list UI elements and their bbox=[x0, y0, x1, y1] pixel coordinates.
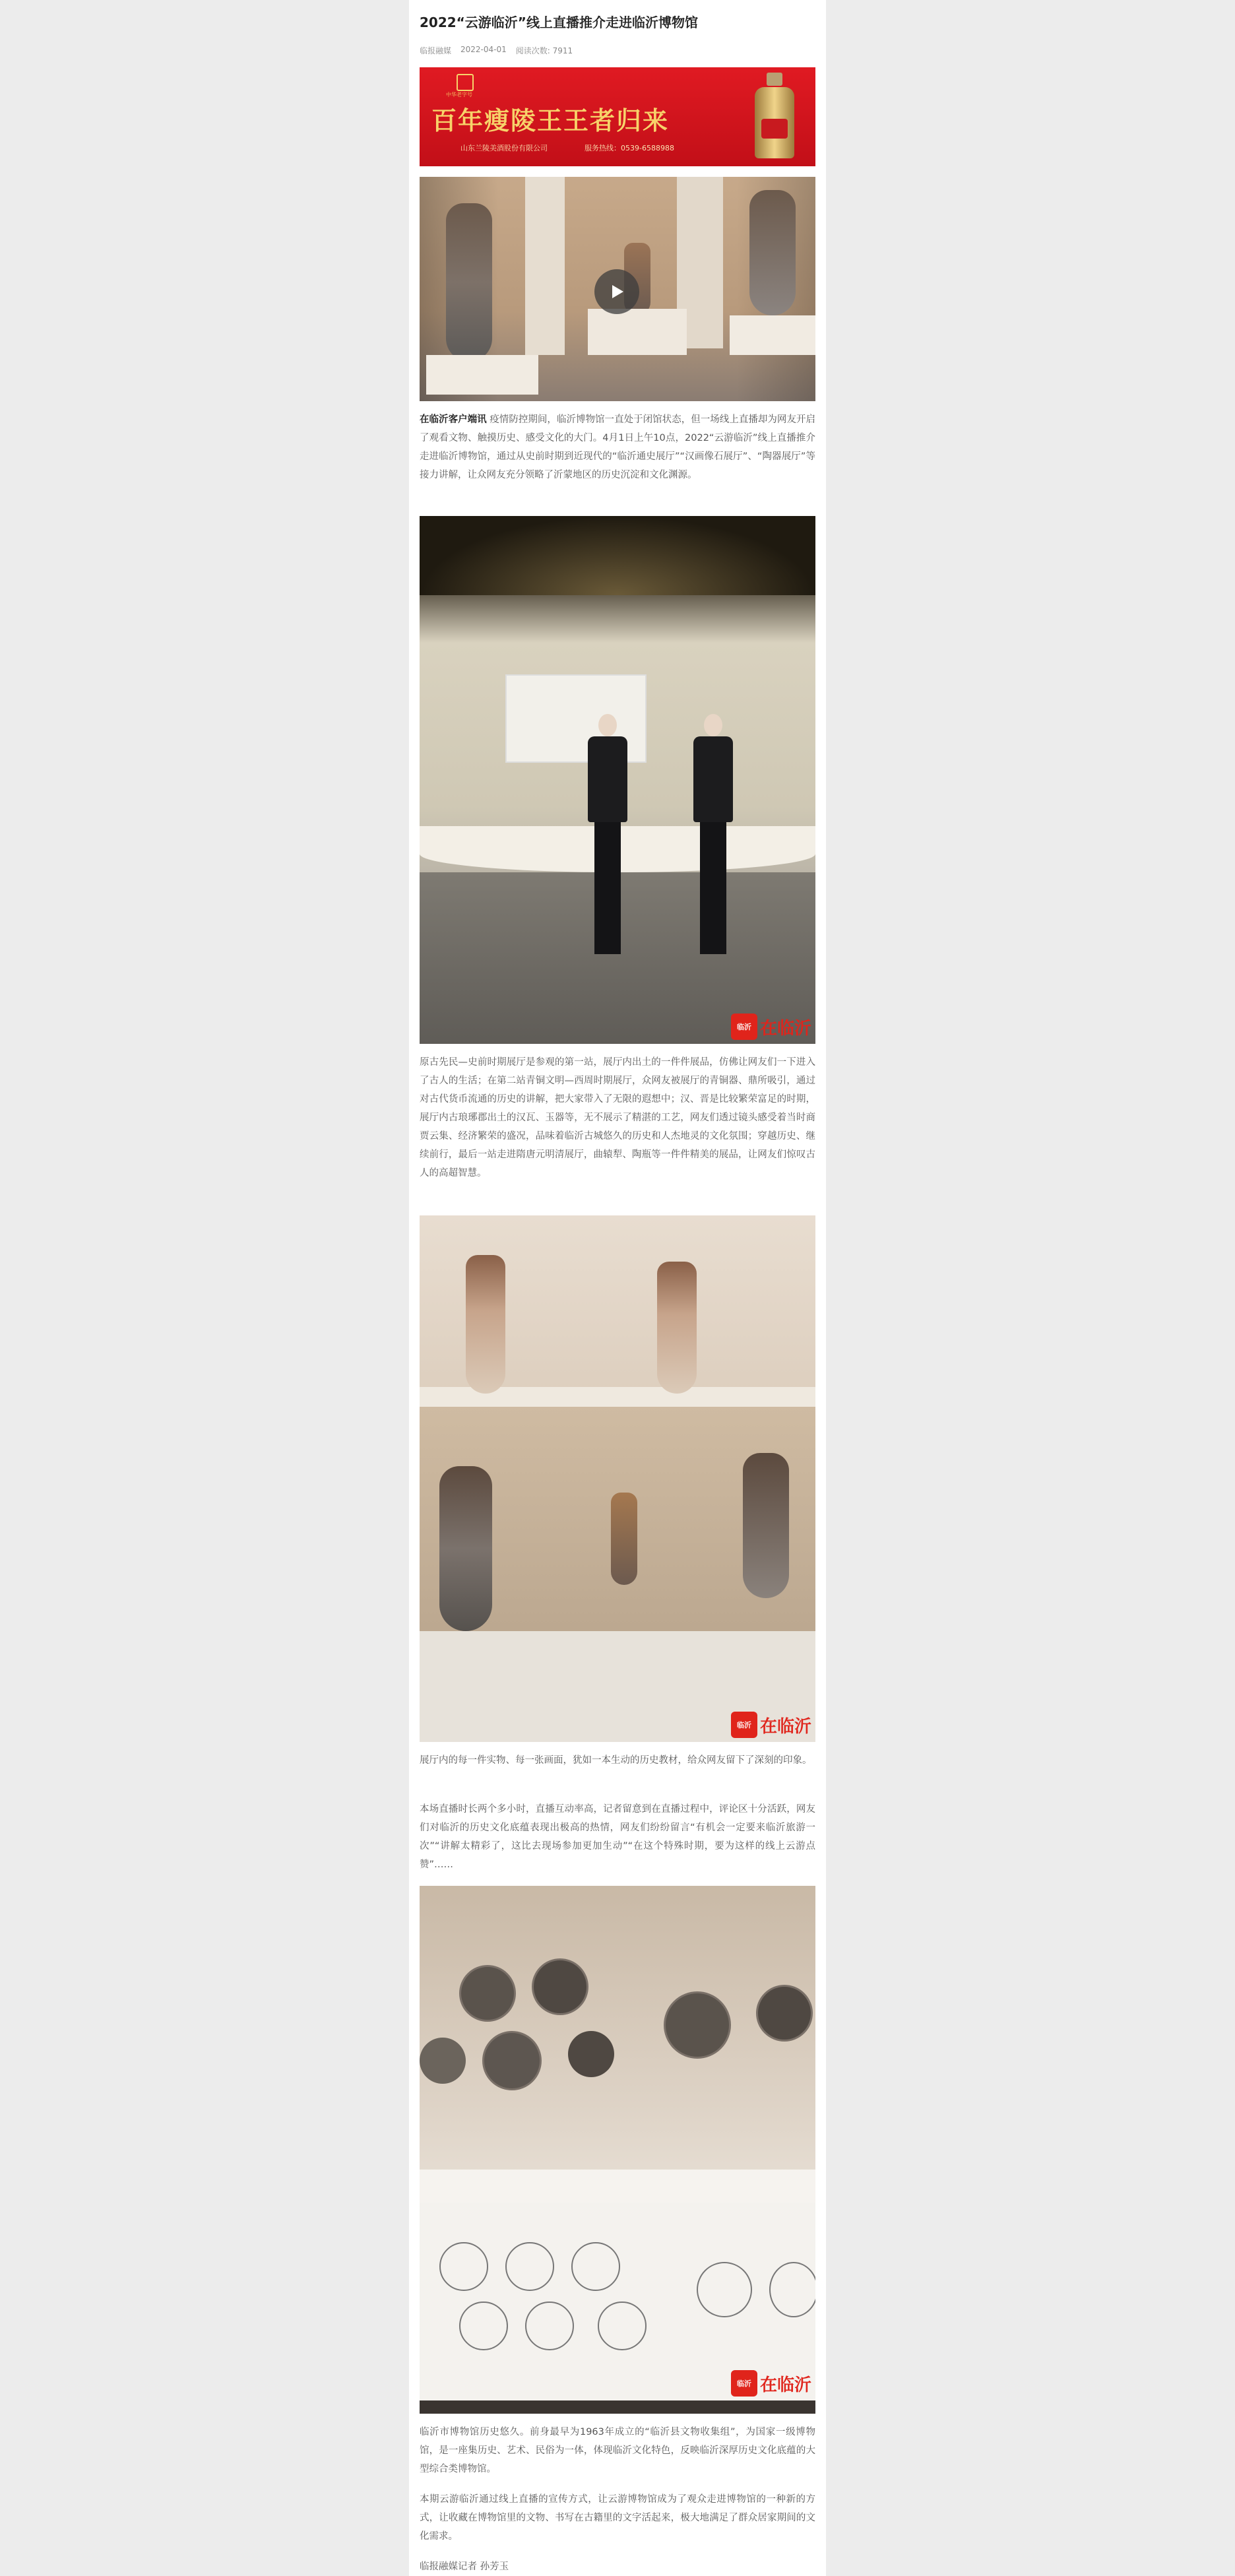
article-title: 2022“云游临沂”线上直播推介走进临沂博物馆 bbox=[420, 15, 698, 30]
coin bbox=[568, 2031, 614, 2077]
article-source: 临报融媒 bbox=[420, 46, 452, 55]
paragraph-lead: 在临沂客户端讯 bbox=[420, 414, 487, 425]
zailinyi-logo-icon: 临沂 bbox=[731, 1712, 757, 1738]
zailinyi-watermark: 临沂 在临沂 bbox=[731, 1712, 811, 1738]
ad-brand-small: 中华老字号 bbox=[446, 92, 472, 98]
coin bbox=[420, 2038, 466, 2084]
paragraph-5: 临沂市博物馆历史悠久。前身最早为1963年成立的“临沂县文物收集组”，为国家一级博物馆，是一座集历史、艺术、民俗为一体，体现临沂文化特色，反映临沂深厚历史文化底蕴的大型综合类博物馆。 bbox=[420, 2427, 815, 2474]
zailinyi-logo-icon: 临沂 bbox=[731, 1014, 757, 1040]
photo-coins bbox=[420, 1886, 815, 2414]
zailinyi-watermark: 临沂 在临沂 bbox=[731, 2370, 811, 2397]
ad-banner[interactable] bbox=[420, 67, 815, 166]
ad-hotline: 服务热线：0539-6588988 bbox=[585, 144, 674, 152]
coin bbox=[532, 1958, 588, 2015]
coin bbox=[756, 1985, 813, 2042]
zailinyi-logo-icon: 临沂 bbox=[731, 2370, 757, 2397]
paragraph-6: 本期云游临沂通过线上直播的宣传方式，让云游博物馆成为了观众走进博物馆的一种新的方式，让收藏在博物馆里的文物、书写在古籍里的文字活起来，极大地满足了群众居家期间的文化需求。 bbox=[420, 2494, 815, 2542]
article-date: 2022-04-01 bbox=[460, 45, 507, 54]
ad-logo-icon bbox=[457, 74, 474, 91]
paragraph-4: 本场直播时长两个多小时，直播互动率高，记者留意到在直播过程中，评论区十分活跃，网友们对临沂的历史文化底蕴表现出极高的热情，网友们纷纷留言“有机会一定要来临沂旅游一次”“讲解太精彩了，这比去现场参加更加生动”“在这个特殊时期，要为这样的线上云游点赞”…… bbox=[420, 1804, 815, 1870]
ad-headline: 百年瘦陵王王者归来 bbox=[431, 106, 670, 135]
figurine bbox=[749, 190, 796, 315]
paragraph-2: 原古先民—史前时期展厅是参观的第一站，展厅内出土的一件件展品，仿佛让网友们一下进入了古人的生活；在第二站青铜文明—西周时期展厅，众网友被展厅的青铜器、鼎所吸引，通过对古代货币流通的历史的讲解，把大家带入了无限的遐想中；汉、晋是比较繁荣富足的时期，展厅内古琅琊郡出土的汉瓦、玉器等，无不展示了精湛的工艺，网友们透过镜头感受着当时商贾云集、经济繁荣的盛况，品味着临沂古城悠久的历史和人杰地灵的文化氛围；穿越历史、继续前行，最后一站走进隋唐元明清展厅，曲辕犁、陶瓶等一件件精美的展品，让网友们惊叹古人的高超智慧。 bbox=[420, 1057, 815, 1178]
coin-rubbing bbox=[439, 2242, 488, 2291]
article-reads: 阅读次数: 7911 bbox=[515, 46, 573, 55]
figurine bbox=[466, 1255, 505, 1394]
figurine bbox=[446, 203, 492, 362]
coin-rubbing bbox=[598, 2302, 647, 2350]
zailinyi-watermark: 临沂 在临沂 bbox=[731, 1014, 811, 1040]
article-meta bbox=[420, 45, 573, 56]
coin-rubbing bbox=[505, 2242, 554, 2291]
figurine bbox=[439, 1466, 492, 1631]
article-page bbox=[409, 0, 826, 2576]
coin bbox=[482, 2031, 542, 2090]
paragraph-1: 在临沂客户端讯 疫情防控期间，临沂博物馆一直处于闭馆状态，但一场线上直播却为网友开启了观看文物、触摸历史、感受文化的大门。4月1日上午10点，2022“云游临沂”线上直播推介走进临沂博物馆，通过从史前时期到近现代的“临沂通史展厅”“汉画像石展厅”、“陶器展厅”等接力讲解，让众网友充分领略了沂蒙地区的历史沉淀和文化渊源。 bbox=[420, 414, 816, 480]
ad-bottle-image bbox=[748, 73, 801, 162]
coin-rubbing bbox=[525, 2302, 574, 2350]
ad-company: 山东兰陵美酒股份有限公司 bbox=[460, 144, 548, 152]
coin-rubbing bbox=[459, 2302, 508, 2350]
person-host bbox=[588, 714, 627, 958]
photo-interview bbox=[420, 516, 815, 1044]
play-icon bbox=[608, 283, 625, 300]
coin-rubbing bbox=[571, 2242, 620, 2291]
person-guide bbox=[693, 714, 733, 958]
figurine bbox=[611, 1493, 637, 1585]
figurine bbox=[743, 1453, 789, 1598]
coin bbox=[459, 1965, 516, 2022]
article-byline: 临报融媒记者 孙芳玉 bbox=[420, 2561, 509, 2572]
play-button[interactable] bbox=[594, 269, 639, 314]
coin-rubbing bbox=[769, 2262, 815, 2317]
coin-rubbing bbox=[697, 2262, 752, 2317]
coin bbox=[664, 1991, 731, 2059]
video-thumbnail[interactable] bbox=[420, 177, 815, 401]
photo-figurines bbox=[420, 1215, 815, 1742]
figurine bbox=[657, 1262, 697, 1394]
paragraph-3: 展厅内的每一件实物、每一张画面，犹如一本生动的历史教材，给众网友留下了深刻的印象。 bbox=[420, 1755, 812, 1766]
